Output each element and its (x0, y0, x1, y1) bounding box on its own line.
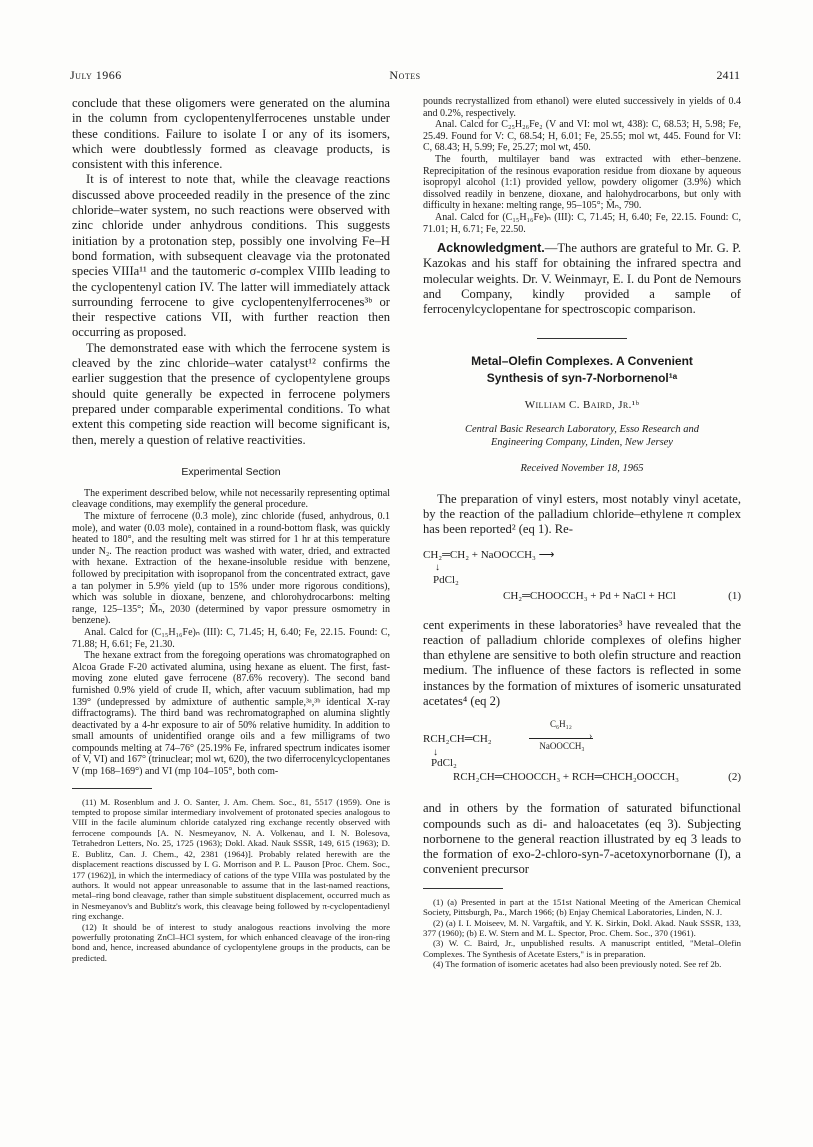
affiliation-line: Engineering Company, Linden, New Jersey (491, 436, 673, 448)
acknowledgment (423, 241, 741, 317)
equation-2 (423, 719, 741, 785)
paragraph: and in others by the formation of saturated bifunctional compounds such as di- and haloacetates (eq 3). Subjecting norbornene to the general reaction illustrated by eq 3 leads to the formation of exo-2-chloro-syn-7-acetoxynorbornane (I), a convenient precursor (423, 801, 741, 877)
footnote: (4) The formation of isomeric acetates had also been previously noted. See ref 2b. (433, 959, 722, 970)
eq2-arrow-head-glyph: › (589, 731, 593, 743)
footnote: (1) (a) Presented in part at the 151st National Meeting of the American Chemical Society, Pittsburgh, Pa., March 1966; (b) Enjay Chemical Laboratories, Linden, N. J. (423, 896, 741, 918)
paragraph: conclude that these oligomers were generated on the alumina in the column from cyclopentenylferrocenes unstable under these conditions. Failure to isolate I or any of its isomers, which were doubtlessly formed as cleavage products, is consistent with this inference. (72, 96, 390, 172)
eq1-number: (1) (728, 589, 741, 602)
acknowledgment-text: —The authors are grateful to Mr. G. P. Kazokas and his staff for obtaining the infrared spectra and molecular weights. Dr. V. Weinmayr, E. I. du Pont de Nemours and Company, kindly provided a sample of ferrocenylcyclopentane for spectroscopic comparison. (423, 241, 741, 317)
eq1-products: CH₂═CHOOCCH₃ + Pd + NaCl + HCl (503, 589, 676, 602)
title-line: Synthesis of syn-7-Norbornenol¹ᵃ (486, 370, 678, 385)
header-page-number: 2411 (716, 68, 740, 82)
affiliation (423, 423, 741, 449)
paragraph: The preparation of vinyl esters, most notably vinyl acetate, by the reaction of the palladium chloride–ethylene π complex has been reported² (eq 1). Re- (423, 491, 741, 537)
footnote: (12) It should be of interest to study analogous reactions involving the more powerfully protonating ZnCl–HCl system, for which enhanced cleavage of the iron-ring bond and, hence, increased abundance of cyclopentylene groups in the products, can be predicted. (72, 921, 390, 963)
footnote: (11) M. Rosenblum and J. O. Santer, J. Am. Chem. Soc., 81, 5517 (1959). One is tempted to propose similar intermediary involvement of protonated species analogous to VIII in the facile aluminum chloride catalyzed ring exchange recently observed with ferrocene compounds [A. N. Nesmeyanov, N. A. Volkenau, and I. N. Bolesova, Tetrahedron Letters, No. 25, 1725 (1963); Dokl. Akad. Nauk SSSR, 149, 615 (1963); D. E. Bublitz, Can. J. Chem., 42, 2381 (1964)]. Probably related herewith are the displacement reactions discussed by I. G. Morrison and P. L. Pauson [Proc. Chem. Soc., 177 (1962)], in which the intermediacy of cations of the type VIIIa was postulated by the authors. It would not appear unreasonable to assume that in the last-named reactions, metal–ring bond cleavage, rather than simple substituent displacement, occurred much as in Nesmeyanov's and Bublitz's work, this cleavage being followed by π-cyclopentadienyl ring exchange. (72, 796, 390, 922)
right-column (423, 96, 741, 970)
paragraph: The experiment described below, while not necessarily representing optimal cleavage conditions, may exemplify the general procedure. (72, 487, 390, 511)
footnote-rule (72, 788, 152, 789)
paragraph: Anal. Calcd for (C₁₅H₁₆Fe)ₙ (III): C, 71.45; H, 6.40; Fe, 22.15. Found: C, 71.88; H, 6.61; Fe, 21.30. (72, 626, 390, 650)
footnote-rule (423, 888, 503, 889)
author: William C. Baird, Jr.¹ᵇ (524, 398, 640, 411)
eq2-reagent-below: NaOOCCH₃ (539, 741, 585, 752)
eq2-number: (2) (728, 771, 741, 784)
eq1-catalyst: PdCl₂ (433, 573, 459, 586)
paragraph: The fourth, multilayer band was extracted with ether–benzene. Reprecipitation of the resinous evaporation residue from dioxane by aqueous isopropyl alcohol (1:1) provided yellow, powdery oligomer (3.9%) which dissolved readily in benzene, dioxane, and halohydrocarbons, but only with difficulty in hexane: melting range, 95–105°; M̄ₙ, 790. (423, 153, 741, 212)
equation-1 (423, 546, 741, 610)
left-column (72, 96, 390, 963)
paragraph: Anal. Calcd for (C₁₅H₁₆Fe)ₙ (III): C, 71.45; H, 6.40; Fe, 22.15. Found: C, 71.01; H, 6.71; Fe, 22.50. (423, 211, 741, 235)
eq2-products: RCH₂CH═CHOOCCH₃ + RCH═CHCH₂OOCCH₃ (453, 771, 679, 784)
title-line: Metal–Olefin Complexes. A Convenient (471, 353, 693, 368)
footnote: (3) W. C. Baird, Jr., unpublished results. A manuscript entitled, "Metal–Olefin Complexes. The Synthesis of Acetate Esters," is in preparation. (423, 938, 741, 959)
eq2-arrow-glyph: ↓ (433, 747, 438, 759)
paragraph: The demonstrated ease with which the ferrocene system is cleaved by the zinc chloride–water catalyst¹² confirms the earlier suggestion that the presence of cyclopentylene groups should quite generally be expected in ferrocene polymers prepared under comparable experimental conditions. To what extent this competing side reaction will become significant is, then, merely a question of relative reactivities. (72, 340, 390, 447)
eq2-reactant: RCH₂CH═CH₂ (423, 733, 492, 746)
affiliation-line: Central Basic Research Laboratory, Esso Research and (465, 423, 699, 435)
acknowledgment-heading: Acknowledgment. (437, 241, 545, 256)
header-section: Notes (389, 68, 421, 82)
eq2-reagent-above: C₆H₁₂ (550, 719, 572, 730)
article-title (423, 353, 741, 387)
page-header (70, 68, 740, 84)
paragraph: The mixture of ferrocene (0.3 mole), zinc chloride (fused, anhydrous, 0.1 mole), and water (0.03 mole), contained in a round-bottom flask, was quickly heated to 180°, and the resulting melt was stirred for 1 hr at this temperature under N₂. The reaction product was washed with water, dried, and extracted with hexane. Extraction of the hexane-insoluble residue with benzene, followed by precipitation with isopropanol from the concentrated extract, gave a tan polymer in 5.9% yield (up to 15% under more rigorous conditions), which was soluble in dioxane, benzene, and chlorohydrocarbons: melting range, 125–135°; M̄ₙ, 2030 (determined by vapor pressure osmometry in benzene). (72, 511, 390, 627)
paragraph: cent experiments in these laboratories³ have revealed that the reaction of palladium chloride complexes of olefins higher than ethylene are sensitive to both olefin structure and reaction medium. The influence of these factors is reflected in some instances by the formation of mixtures of isomeric unsaturated acetates⁴ (eq 2) (423, 617, 741, 708)
eq2-catalyst: PdCl₂ (431, 757, 457, 770)
received-date: Received November 18, 1965 (520, 462, 644, 474)
header-date: July 1966 (70, 68, 122, 82)
eq1-reactants: CH₂═CH₂ + NaOOCCH₃ ⟶ (423, 548, 555, 561)
paragraph: It is of interest to note that, while the cleavage reactions discussed above proceeded readily in the presence of the zinc chloride–water system, no such reactions were observed with zinc chloride under anhydrous conditions. This suggests initiation by a protonation step, possibly one involving Fe–H bond formation, with subsequent cleavage via the protonated species VIIIa¹¹ and the tautomeric σ-complex VIIIb leading to the cyclopentenyl cation IV. The latter will immediately attack surrounding ferrocene to give cyclopentenylferrocenes³ᵇ or their respective cations VII, with further reaction then occurring as proposed. (72, 172, 390, 340)
footnote: (2) (a) I. I. Moiseev, M. N. Vargaftik, and Y. K. Sirkin, Dokl. Akad. Nauk SSSR, 133, 377 (1960); (b) E. W. Stern and M. L. Spector, Proc. Chem. Soc., 370 (1961). (423, 917, 741, 938)
section-heading: Experimental Section (181, 465, 281, 478)
paragraph: The hexane extract from the foregoing operations was chromatographed on Alcoa Grade F-20 activated alumina, using hexane as eluent. The first, fast-moving zone eluted gave ferrocene (87.6% recovery). The second band furnished 0.9% yield of crude II, which, after vacuum sublimation, had mp 139° (undepressed by admixture of authentic sample,³ᵃ,³ᵇ identical X-ray diffractograms). The third band was rechromatographed on alumina slightly deactivated by a 4-hr exposure to air of 50% relative humidity. In addition to small amounts of unidentified orange oils and a few milligrams of two compounds melting at 74–76° (25.19% Fe, infrared spectrum indicates isomer of V, VI) and 167° (trinuclear; mol wt, 620), the two diferrocenylcyclopentanes V (mp 168–169°) and VI (mp 104–105°, both com- (72, 650, 390, 778)
article-divider (537, 338, 627, 339)
eq1-arrow-glyph: ↓ (435, 561, 440, 573)
paragraph: pounds recrystallized from ethanol) were eluted successively in yields of 0.4 and 0.2%, respectively. (423, 96, 741, 119)
paragraph: Anal. Calcd for C₂₅H₂₆Fe₂ (V and VI: mol wt, 438): C, 68.53; H, 5.98; Fe, 25.49. Found for V: C, 68.54; H, 6.01; Fe, 25.55; mol wt, 445. Found for VI: C, 68.43; H, 5.99; Fe, 25.27; mol wt, 450. (423, 119, 741, 154)
eq2-arrow-line (529, 738, 593, 739)
